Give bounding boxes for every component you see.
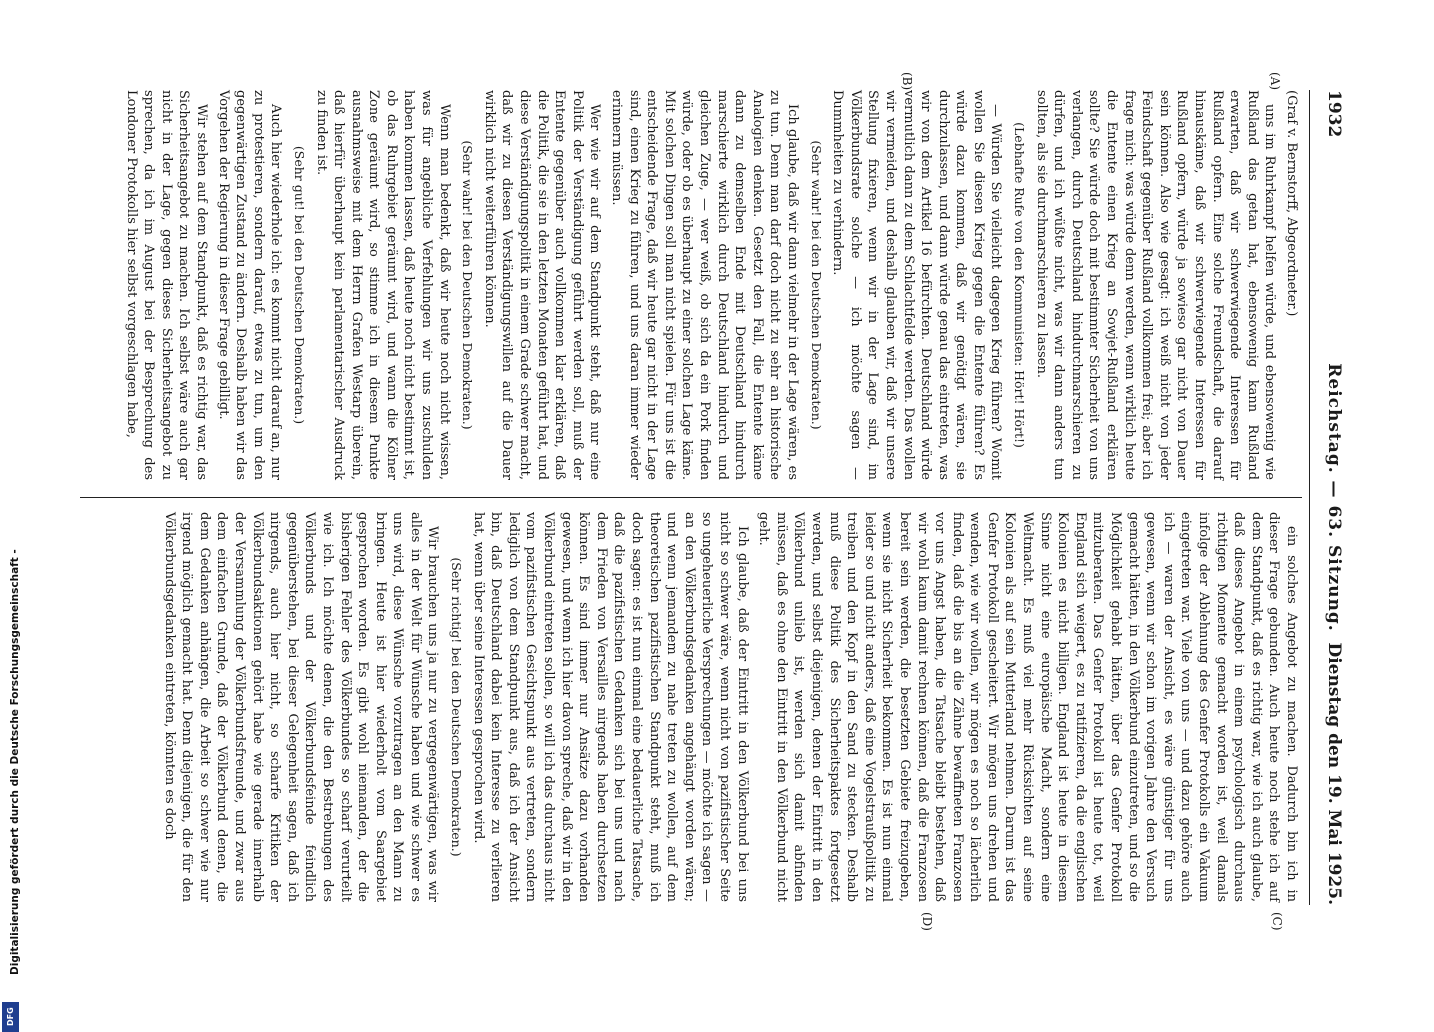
interjection: (Lebhafte Rufe von den Kommunisten: Hört! Hört!) <box>1012 122 1028 448</box>
paragraph: Wenn man bedenkt, daß wir heute noch nicht wissen, was für angebliche Verfehlungen wir uns zuschulden haben kommen lassen, daß heute noch nicht bestimmt ist, ob das Ruhrgebiet geräumt wird, und wann die Kölner Zone geräumt wird, so stimme ich in diesem Punkte ausnahmsweise mit dem Herrn Grafen Westarp überein, daß hierfür überhaupt kein parlamentarischer Ausdruck zu finden ist. <box>313 90 452 480</box>
paragraph: — Würden Sie vielleicht dagegen Krieg führen? Womit wollen Sie diesen Krieg gegen die Entente führen? Es würde dazu kommen, daß wir genötigt wären, sie durchzulassen, und dann würde genau das eintreten, was wir von dem Artikel 16 befürchten. Deutschland würde vermutlich dann zu dem Schlachtfelde werden. Das wollen wir vermeiden, und deshalb glauben wir, daß wir unsere Stellung fixieren, wenn wir in der Lage sind, im Völkerbundsrate solche — ich möchte sagen — Dummheiten zu verhindern. <box>830 90 1004 480</box>
margin-marker-d: (D) <box>920 912 934 931</box>
interjection: (Sehr richtig! bei den Deutschen Demokraten.) <box>449 557 465 857</box>
interjection: (Sehr gut! bei den Deutschen Demokraten.) <box>291 145 307 425</box>
interjection: (Sehr wahr! bei den Deutschen Demokraten.) <box>460 140 476 430</box>
paragraph: ein solches Angebot zu machen. Dadurch bin ich in dieser Frage gebunden. Auch heute noch stehe ich auf dem Standpunkt, daß es richtig war, wie ich auch glaube, daß dieses Angebot in einem psychologisch durchaus richtigen Momente gemacht worden ist, weil damals infolge der Ablehnung des Genfer Protokolls ein Vakuum eingetreten war. Viele von uns — und dazu gehöre auch ich — waren der Ansicht, es wäre günstiger für uns gewesen, wenn wir schon im vorigen Jahre den Versuch gemacht hätten, in den Völkerbund einzutreten, und so die Möglichkeit gehabt hätten, über das Genfer Protokoll mitzuberaten. Das Genfer Protokoll ist heute tot, weil England sich weigert, es zu ratifizieren, da die englischen Kolonien es nicht billigen. England ist heute in diesem Sinne nicht eine europäische Macht, sondern eine Weltmacht. Es muß viel mehr Rücksichten auf seine Kolonien als auf sein Mutterland nehmen. Darum ist das Genfer Protokoll gescheitert. Wir mögen uns drehen und wenden, wie wir wollen, wir mögen es noch so lächerlich finden, daß die bis an die Zähne bewaffneten Franzosen vor uns Angst haben, die Tatsache bleibt bestehen, daß wir wohl kaum damit rechnen können, daß die Franzosen bereit sein werden, die besetzten Gebiete freizugeben, wenn sie nicht Sicherheit bekommen. Es ist nun einmal leider so und nicht anders, daß eine Vogelstraußpolitik zu treiben und den Kopf in den Sand zu stecken. Deshalb muß diese Politik des Sicherheitspaktes fortgesetzt werden, und selbst diejenigen, denen der Eintritt in den Völkerbund unlieb ist, werden sich damit abfinden müssen, daß es ohne den Eintritt in den Völkerbund nicht geht. <box>756 512 1299 902</box>
header-rule <box>1309 90 1310 905</box>
page-title: Reichstag. — 63. Sitzung. <box>1324 363 1344 632</box>
paragraph: Wir brauchen uns ja nur zu vergegenwärtigen, was wir alles in der Welt für Wünsche haben und wie schwer es uns wird, diese Wünsche vorzutragen an den Mann zu bringen. Heute ist hier wiederholt vom Saargebiet gesprochen worden. Es gibt wohl niemanden, der die bisherigen Fehler des Völkerbundes so scharf verurteilt wie ich. Ich möchte denen, die den Bestrebungen des Völkerbunds und der Völkerbundsfeinde feindlich gegenüberstehen, bei dieser Gelegenheit sagen, daß ich nirgends, auch hier nicht, so scharfe Kritiken der Völkerbundsaktionen gehört habe wie gerade innerhalb der Versammlung der Völkerbundsfreunde, und zwar aus dem einfachen Grunde, daß der Völkerbund denen, die dem Gedanken anhängen, die Arbeit so schwer wie nur irgend möglich gemacht hat. Denn diejenigen, die für den Völkerbundsgedanken eintreten, könnten es doch <box>161 512 441 902</box>
left-column <box>118 90 1300 480</box>
paragraph: Wer wie wir auf dem Standpunkt steht, daß nur eine Politik der Verständigung geführt werden soll, muß der Entente gegenüber auch vollkommen klar erklären, daß die Politik, die sie in den letzten Monaten geführt hat, und diese Verständigungspolitik in einem Grade schwer macht, daß wir zu diesen Verständigungswillen auf die Dauer wirklich nicht weiterführen können. <box>481 90 603 480</box>
interjection: (Sehr wahr! bei den Deutschen Demokraten.) <box>808 140 824 430</box>
right-column <box>156 512 1300 902</box>
margin-marker-c: (C) <box>1270 912 1284 931</box>
dfg-logo: DFG <box>2 1002 19 1032</box>
digitization-credit: Digitalisierung gefördert durch die Deutsche Forschungsgemeinschaft - <box>9 549 21 975</box>
page-header <box>1314 90 1344 905</box>
margin-marker-b: (B) <box>900 72 914 91</box>
paragraph: Auch hier wiederhole ich: es kommt nicht darauf an, nur zu protestieren, sondern darauf, etwas zu tun, um den gegenwärtigen Zustand zu ändern. Deshalb haben wir das Vorgehen der Regierung in dieser Frage gebilligt. <box>215 90 284 480</box>
page-number: 1932 <box>1324 90 1344 138</box>
speaker-line: (Graf v. Bernstorff, Abgeordneter.) <box>1284 90 1299 317</box>
paragraph: uns im Ruhrkampf helfen würde, und ebensowenig wie Rußland das getan hat, ebensowenig kann Rußland erwarten, daß wir schwerwiegende Interessen für Rußland opfern. Eine solche Freundschaft, die darauf hinauskäme, daß wir schwerwiegende Interessen für Rußland opfern, würde ja sowieso gar nicht von Dauer sein können. Also wie gesagt: ich weiß nicht von jeder Feindschaft gegenüber Rußland vollkommen frei; aber ich frage mich: was würde denn werden, wenn wirklich heute die Entente einen Krieg an Sowjet-Rußland erklären sollte? Sie würde doch mit bestimmter Sicherheit von uns verlangen, durch Deutschland hindurchmarschieren zu dürfen, und ich wüßte nicht, was wir dann anders tun sollten, als sie durchmarschieren zu lassen. <box>1033 90 1278 480</box>
margin-marker-a: (A) <box>1268 72 1282 91</box>
paragraph: Wir stehen auf dem Standpunkt, daß es richtig war, das Sicherheitsangebot zu machen. Ich selbst wäre auch gar nicht in der Lage, gegen dieses Sicherheitsangebot zu sprechen, da ich im August bei der Besprechung des Londoner Protokolls hier selbst vorgeschlagen habe, <box>123 90 209 480</box>
column-divider <box>80 497 1302 498</box>
paragraph: Ich glaube, daß wir dann vielmehr in der Lage wären, es zu tun. Denn man darf doch nicht zu sehr an historische Analogien denken. Gesetzt den Fall, die Entente käme dann zu demselben Ende mit Deutschland hindurch marschierte wirklich durch Deutschland hindurch und gleichen Zuge, — wer weiß, ob sich da ein Pork finden würde, oder ob es überhaupt zu einer solchen Lage käme. Mit solchen Dingen soll man nicht spielen. Für uns ist die entscheidende Frage, daß wir heute gar nicht in der Lage sind, einen Krieg zu führen, und uns daran immer wieder erinnern müssen. <box>609 90 800 480</box>
sidebar <box>0 40 22 1027</box>
paragraph: Ich glaube, daß der Eintritt in den Völkerbund bei uns nicht so schwer wäre, wenn nicht von pazifistischer Seite so ungeheuerliche Versprechungen — möchte ich sagen — an den Völkerbundsgedanken angehängt worden wären; und wenn jemandem zu nahe treten zu wollen, auf dem theoretischen pazifistischen Standpunkt steht, muß ich doch sagen: es ist nun einmal eine bedauerliche Tatsache, daß die pazifistischen Gedanken sich bei uns und nach dem Frieden von Versailles nirgends haben durchsetzen können. Es sind immer nur Ansätze dazu vorhanden gewesen, und wenn ich hier davon spreche, daß wir in den Völkerbund eintreten sollen, so will ich das durchaus nicht vom pazifistischen Gesichtspunkt aus vertreten, sondern lediglich von dem Standpunkt aus, daß ich der Ansicht bin, daß Deutschland dabei kein Interesse zu verlieren hat, wenn über seine Interessen gesprochen wird. <box>470 512 750 902</box>
session-date: Dienstag den 19. Mai 1925. <box>1324 642 1344 905</box>
